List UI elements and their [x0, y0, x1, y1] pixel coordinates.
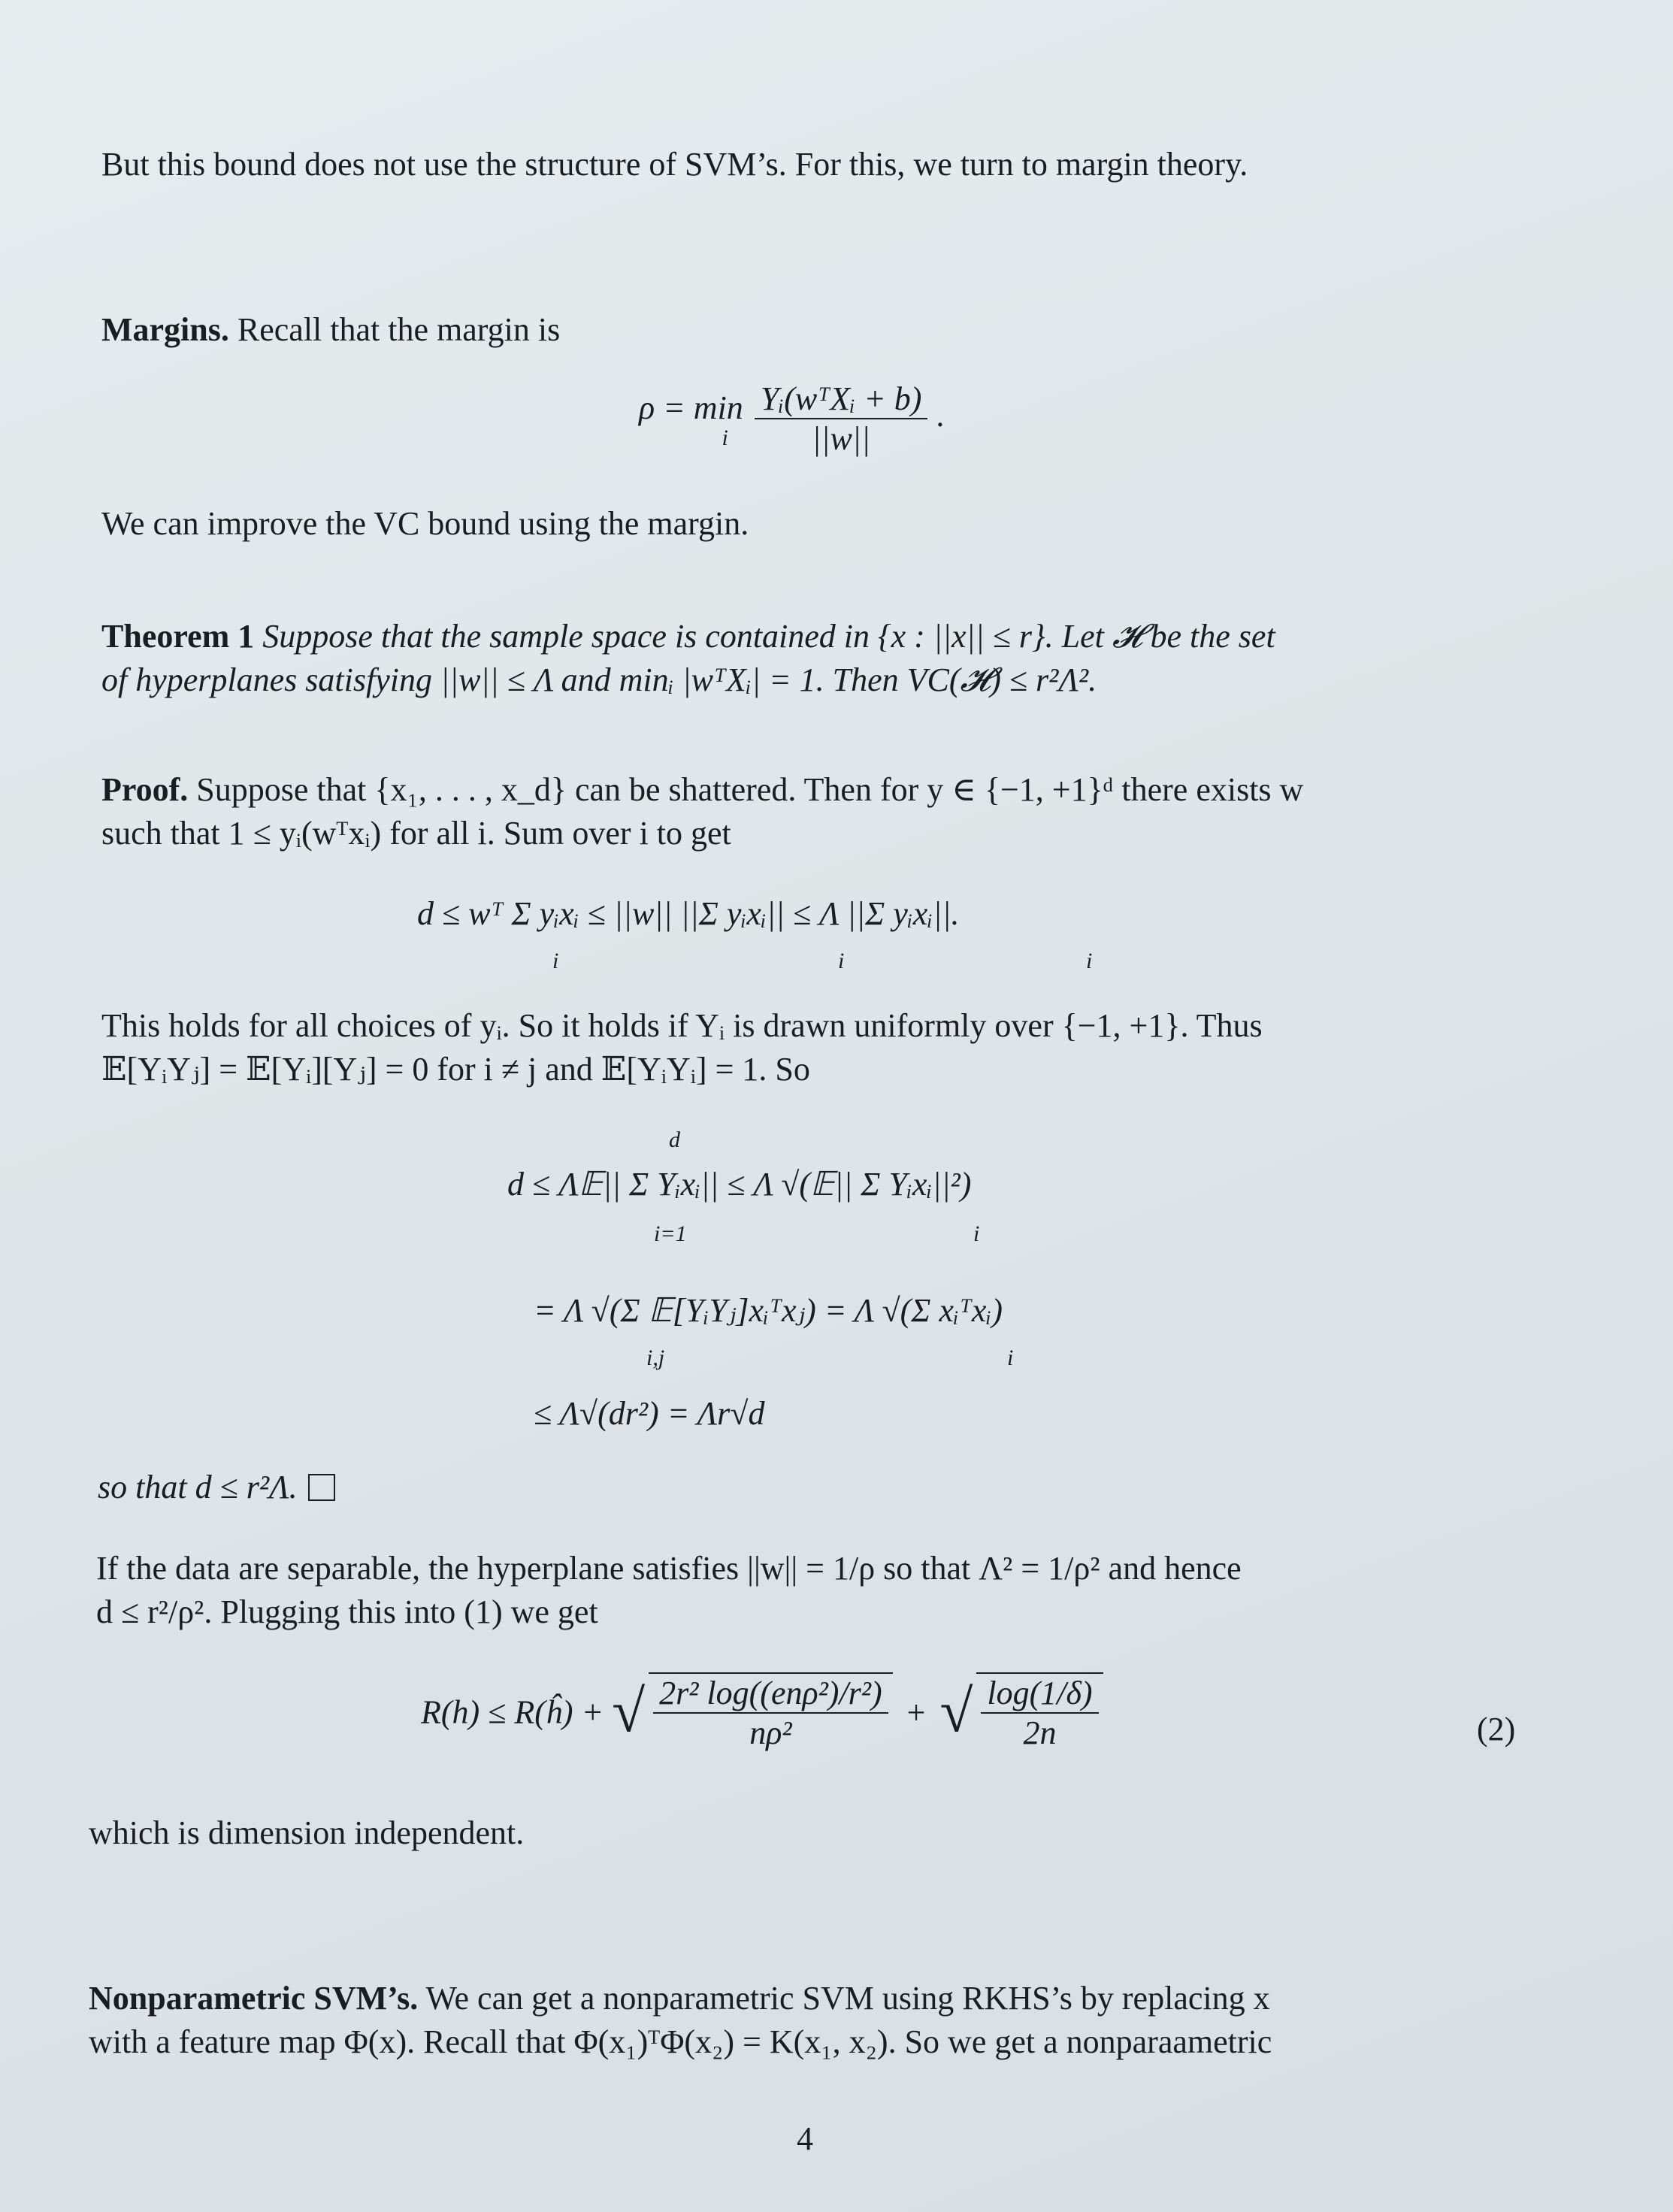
eq1-sub-i-3: i	[1086, 949, 1093, 973]
sqrt-sign-2-icon: √	[939, 1678, 973, 1745]
margin-formula-numerator: Yᵢ(wᵀXᵢ + b)	[755, 380, 928, 419]
theorem-line-1	[101, 615, 1275, 658]
risk-bound-denominator-1: nρ²	[749, 1714, 792, 1751]
eq2-sum-lower-i: i	[973, 1221, 980, 1246]
risk-bound-lhs: R(h) ≤ R(ĥ) +	[421, 1693, 604, 1731]
proof-conclusion	[98, 1466, 335, 1509]
theorem-label: Theorem 1	[101, 618, 255, 655]
nonparametric-line-1-text: We can get a nonparametric SVM using RKHS’s by replacing x	[425, 1980, 1270, 2017]
margins-paragraph	[101, 308, 560, 352]
nonparametric-line-2: with a feature map Φ(x). Recall that Φ(x₁)ᵀΦ(x₂) = K(x₁, x₂). So we get a nonparaametric	[89, 2023, 1272, 2060]
proof-line-2: such that 1 ≤ yᵢ(wᵀxᵢ) for all i. Sum over i to get	[101, 815, 731, 852]
margin-formula-lhs: ρ = min	[639, 389, 743, 426]
page-number: 4	[797, 2120, 813, 2157]
proof-equation-2-line-2: = Λ √(Σ 𝔼[YᵢYⱼ]xᵢᵀxⱼ) = Λ √(Σ xᵢᵀxᵢ)	[534, 1292, 1003, 1329]
eq2-sum-lower-ij: i,j	[646, 1345, 665, 1370]
proof-line-1	[101, 768, 1303, 812]
proof-equation-1: d ≤ wᵀ Σ yᵢxᵢ ≤ ||w|| ||Σ yᵢxᵢ|| ≤ Λ ||Σ yᵢxᵢ||.	[417, 895, 960, 932]
risk-bound-plus: +	[906, 1693, 926, 1731]
margin-formula-denominator: ||w||	[812, 420, 870, 457]
theorem-line-1-text: Suppose that the sample space is contained in {x : ||x|| ≤ r}. Let 𝓗 be the set	[262, 618, 1275, 655]
separable-after: which is dimension independent.	[89, 1814, 525, 1851]
risk-bound-denominator-2: 2n	[1023, 1714, 1057, 1751]
eq2-sum-lower-i-b: i	[1007, 1345, 1014, 1370]
nonparametric-heading: Nonparametric SVM’s.	[89, 1980, 419, 2017]
margins-after: We can improve the VC bound using the margin.	[101, 505, 749, 542]
margins-heading: Margins.	[101, 311, 229, 348]
separable-line-1: If the data are separable, the hyperplane satisfies ||w|| = 1/ρ so that Λ² = 1/ρ² and hence	[96, 1550, 1242, 1587]
proof-equation-2-line-1: d ≤ Λ𝔼|| Σ Yᵢxᵢ|| ≤ Λ √(𝔼|| Σ Yᵢxᵢ||²)	[507, 1166, 972, 1203]
eq1-sub-i-2: i	[838, 949, 845, 973]
nonparametric-line-1	[89, 1977, 1270, 2020]
proof-paragraph-2-line-2: 𝔼[YᵢYⱼ] = 𝔼[Yᵢ][Yⱼ] = 0 for i ≠ j and 𝔼[YᵢYᵢ] = 1. So	[101, 1051, 810, 1088]
proof-paragraph-2-line-1: This holds for all choices of yᵢ. So it holds if Yᵢ is drawn uniformly over {−1, +1}. Thus	[101, 1007, 1263, 1044]
margins-text: Recall that the margin is	[237, 311, 561, 348]
equation-number: (2)	[1477, 1711, 1516, 1748]
margin-formula: ρ = min i $\frac{\text{Yᵢ(wᵀXᵢ + b)}}{||w||}$ .	[639, 380, 945, 457]
separable-line-2: d ≤ r²/ρ². Plugging this into (1) we get	[96, 1593, 598, 1630]
intro-paragraph: But this bound does not use the structure of SVM’s. For this, we turn to margin theory.	[101, 146, 1248, 183]
sqrt-sign-icon: √	[612, 1678, 646, 1745]
proof-line-1-text: Suppose that {x₁, . . . , x_d} can be shattered. Then for y ∈ {−1, +1}ᵈ there exists w	[196, 771, 1304, 808]
eq2-sum-lower-i1: i=1	[654, 1221, 687, 1246]
qed-box-icon	[308, 1474, 335, 1501]
proof-conclusion-text: so that d ≤ r²Λ.	[98, 1469, 298, 1505]
risk-bound-numerator-1: 2r² log((enρ²)/r²)	[653, 1674, 888, 1714]
eq1-sub-i-1: i	[552, 949, 559, 973]
proof-label: Proof.	[101, 771, 189, 808]
theorem-line-2: of hyperplanes satisfying ||w|| ≤ Λ and minᵢ |wᵀXᵢ| = 1. Then VC(𝓗) ≤ r²Λ².	[101, 661, 1097, 698]
proof-equation-2-line-3: ≤ Λ√(dr²) = Λr√d	[534, 1395, 765, 1432]
eq2-sum-upper-d: d	[669, 1127, 680, 1152]
risk-bound-equation	[421, 1672, 1103, 1752]
risk-bound-numerator-2: log(1/δ)	[981, 1674, 1098, 1714]
margin-formula-sub: i	[722, 425, 728, 450]
